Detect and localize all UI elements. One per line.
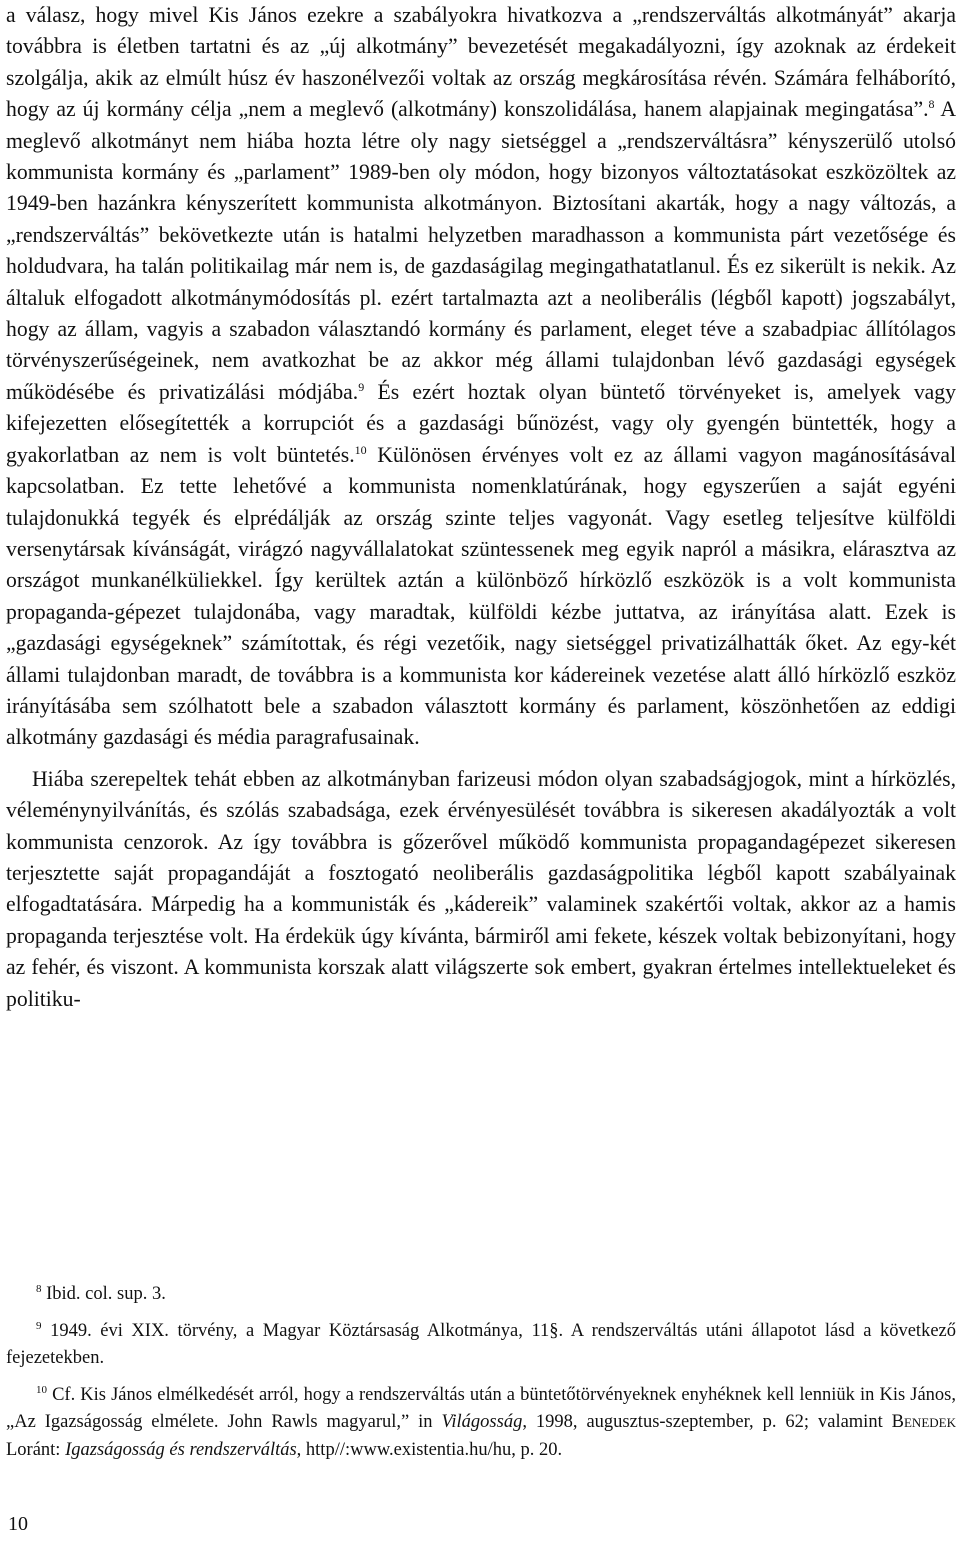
paragraph-1-text-c: És ezért hoztak olyan büntető törvényeket is, amelyek vagy kifejezetten elősegítették a korrupciót és a gazdasági bűnözést, vagy oly gyengén büntették, hogy a gyakorlatban az nem is volt büntetés. bbox=[6, 379, 956, 467]
footnote-ref-8: 8 bbox=[928, 96, 935, 111]
footnote-ref-10: 10 bbox=[354, 442, 367, 457]
footnote-10 bbox=[6, 1382, 956, 1465]
paragraph-2: Hiába szerepeltek tehát ebben az alkotmányban farizeusi módon olyan szabadságjogok, mint a hírközlés, véleménynyilvánítás, és szólás szabadsága, ezek érvényesülését továbbra is sikeresen akadályozták a volt kommunista cenzorok. Az így továbbra is gőzerővel működő kommunista propagandagépezet sikeresen terjesztette saját propagandáját a fosztogató neoliberális gazdaságpolitika légből kapott szabályainak elfogadtatására. Márpedig ha a kommunisták és „kádereik” valaminek szakértői voltak, akkor az a hamis propaganda terjesztése volt. Ha érdekük úgy kívánta, bármiről ami fekete, készek voltak bebizonyítani, hogy az fehér, és viszont. A kommunista korszak alatt világszerte sok embert, gyakran értelmes intellektueleket és politiku- bbox=[6, 766, 956, 1011]
footnote-10-mark: 10 bbox=[36, 1383, 47, 1396]
footnote-10-text-a: Cf. Kis János elmélkedését arról, hogy a rendszerváltás után a büntetőtörvényeknek enyhéknek kell lenniük in Kis János, „Az Igazságosság elmélete. John Rawls magyarul,” in bbox=[6, 1384, 956, 1432]
footnote-9 bbox=[6, 1318, 956, 1373]
footnotes bbox=[6, 1281, 956, 1473]
page-number: 10 bbox=[8, 1513, 28, 1535]
footnote-10-text-d: , http//:www.existentia.hu/hu, p. 20. bbox=[296, 1439, 563, 1460]
footnote-10-journal: Világosság bbox=[441, 1412, 523, 1432]
footnote-10-author: Benedek bbox=[891, 1412, 956, 1432]
footnote-9-text: 1949. évi XIX. törvény, a Magyar Köztársaság Alkotmánya, 11§. A rendszerváltás utáni állapotot lásd a következő fejezetekben. bbox=[6, 1320, 956, 1368]
paragraph-1-text-d: Különösen érvényes volt ez az állami vagyon magánosításával kapcsolatban. Ez tette lehetővé a kommunista nomenklatúrának, hogy egyszerűen a saját egyéni tulajdonukká tegyék és elprédálják az ország szinte teljes vagyonát. Vagy esetleg teljesítve külföldi versenytársak kívánságát, virágzó nagyvállalatokat szüntessenek meg egyik napról a másikra, elárasztva az országot munkanélküliekkel. Így kerültek aztán a különböző hírközlő eszközök is a volt kommunista propaganda-gépezet tulajdonába, vagy maradtak, külföldi kézbe juttatva, az irányítása alatt. Ezek is „gazdasági egységeknek” számítottak, és régi vezetőik, nagy sietséggel privatizálhatták őket. Az egy-két állami tulajdonban maradt, de továbbra is a kommunista kor kádereinek vezetése alatt álló hírközlő eszköz irányításába sem szólhatott bele a szabadon választott kormány és parlament, köszönhetően az eddigi alkotmány gazdasági és média paragrafusainak. bbox=[6, 442, 956, 750]
footnote-8-mark: 8 bbox=[36, 1282, 42, 1295]
page-body bbox=[6, 0, 956, 1015]
paragraph-1-text-a: a válasz, hogy mivel Kis János ezekre a szabályokra hivatkozva a „rendszerváltás alkotmányát” akarja továbbra is életben tartatni és az „új alkotmány” bevezetését megakadályozni, így azoknak az érdekeit szolgálja, akik az elmúlt húsz év haszonélvezői voltak az ország megkárosítása révén. Számára felháborító, hogy az új kormány célja „nem a meglevő (alkotmány) konszolidálása, hanem alapjainak megingatása”. bbox=[6, 3, 956, 122]
footnote-9-mark: 9 bbox=[36, 1319, 42, 1332]
footnote-10-text-c: Loránt: bbox=[6, 1439, 66, 1460]
footnote-8-text: Ibid. col. sup. 3. bbox=[41, 1284, 166, 1304]
footnote-10-title: Igazságosság és rendszerváltás bbox=[65, 1439, 297, 1460]
footnote-10-text-b: , 1998, augusztus-szeptember, p. 62; valamint bbox=[522, 1412, 892, 1432]
footnote-ref-9: 9 bbox=[358, 379, 365, 394]
paragraph-1 bbox=[6, 0, 956, 754]
footnote-8 bbox=[6, 1281, 956, 1309]
paragraph-1-text-b: A meglevő alkotmányt nem hiába hozta létre oly nagy sietséggel a „rendszerváltásra” kényszerülő utolsó kommunista kormány és „parlament” 1989-ben oly módon, hogy bizonyos változtatásokat eszközöltek az 1949-ben hazánkra kényszerített kommunista alkotmányon. Biztosítani akarták, hogy a nagy változás, a „rendszerváltás” bekövetkezte után is hatalmi helyzetben maradhasson a kommunista párt vezetősége és holdudvara, ha talán politikailag már nem is, de gazdaságilag megingathatatlanul. És ez sikerült is nekik. Az általuk elfogadott alkotmánymódosítás pl. ezért tartalmazta azt a neoliberális (légből kapott) jogszabályt, hogy az állam, vagyis a szabadon választandó kormány és parlament, eleget téve a szabadpiac állítólagos törvényszerűségeinek, nem avatkozhat be az akkor még állami tulajdonban lévő gazdasági egységek működésébe és privatizálási módjába. bbox=[6, 97, 957, 404]
